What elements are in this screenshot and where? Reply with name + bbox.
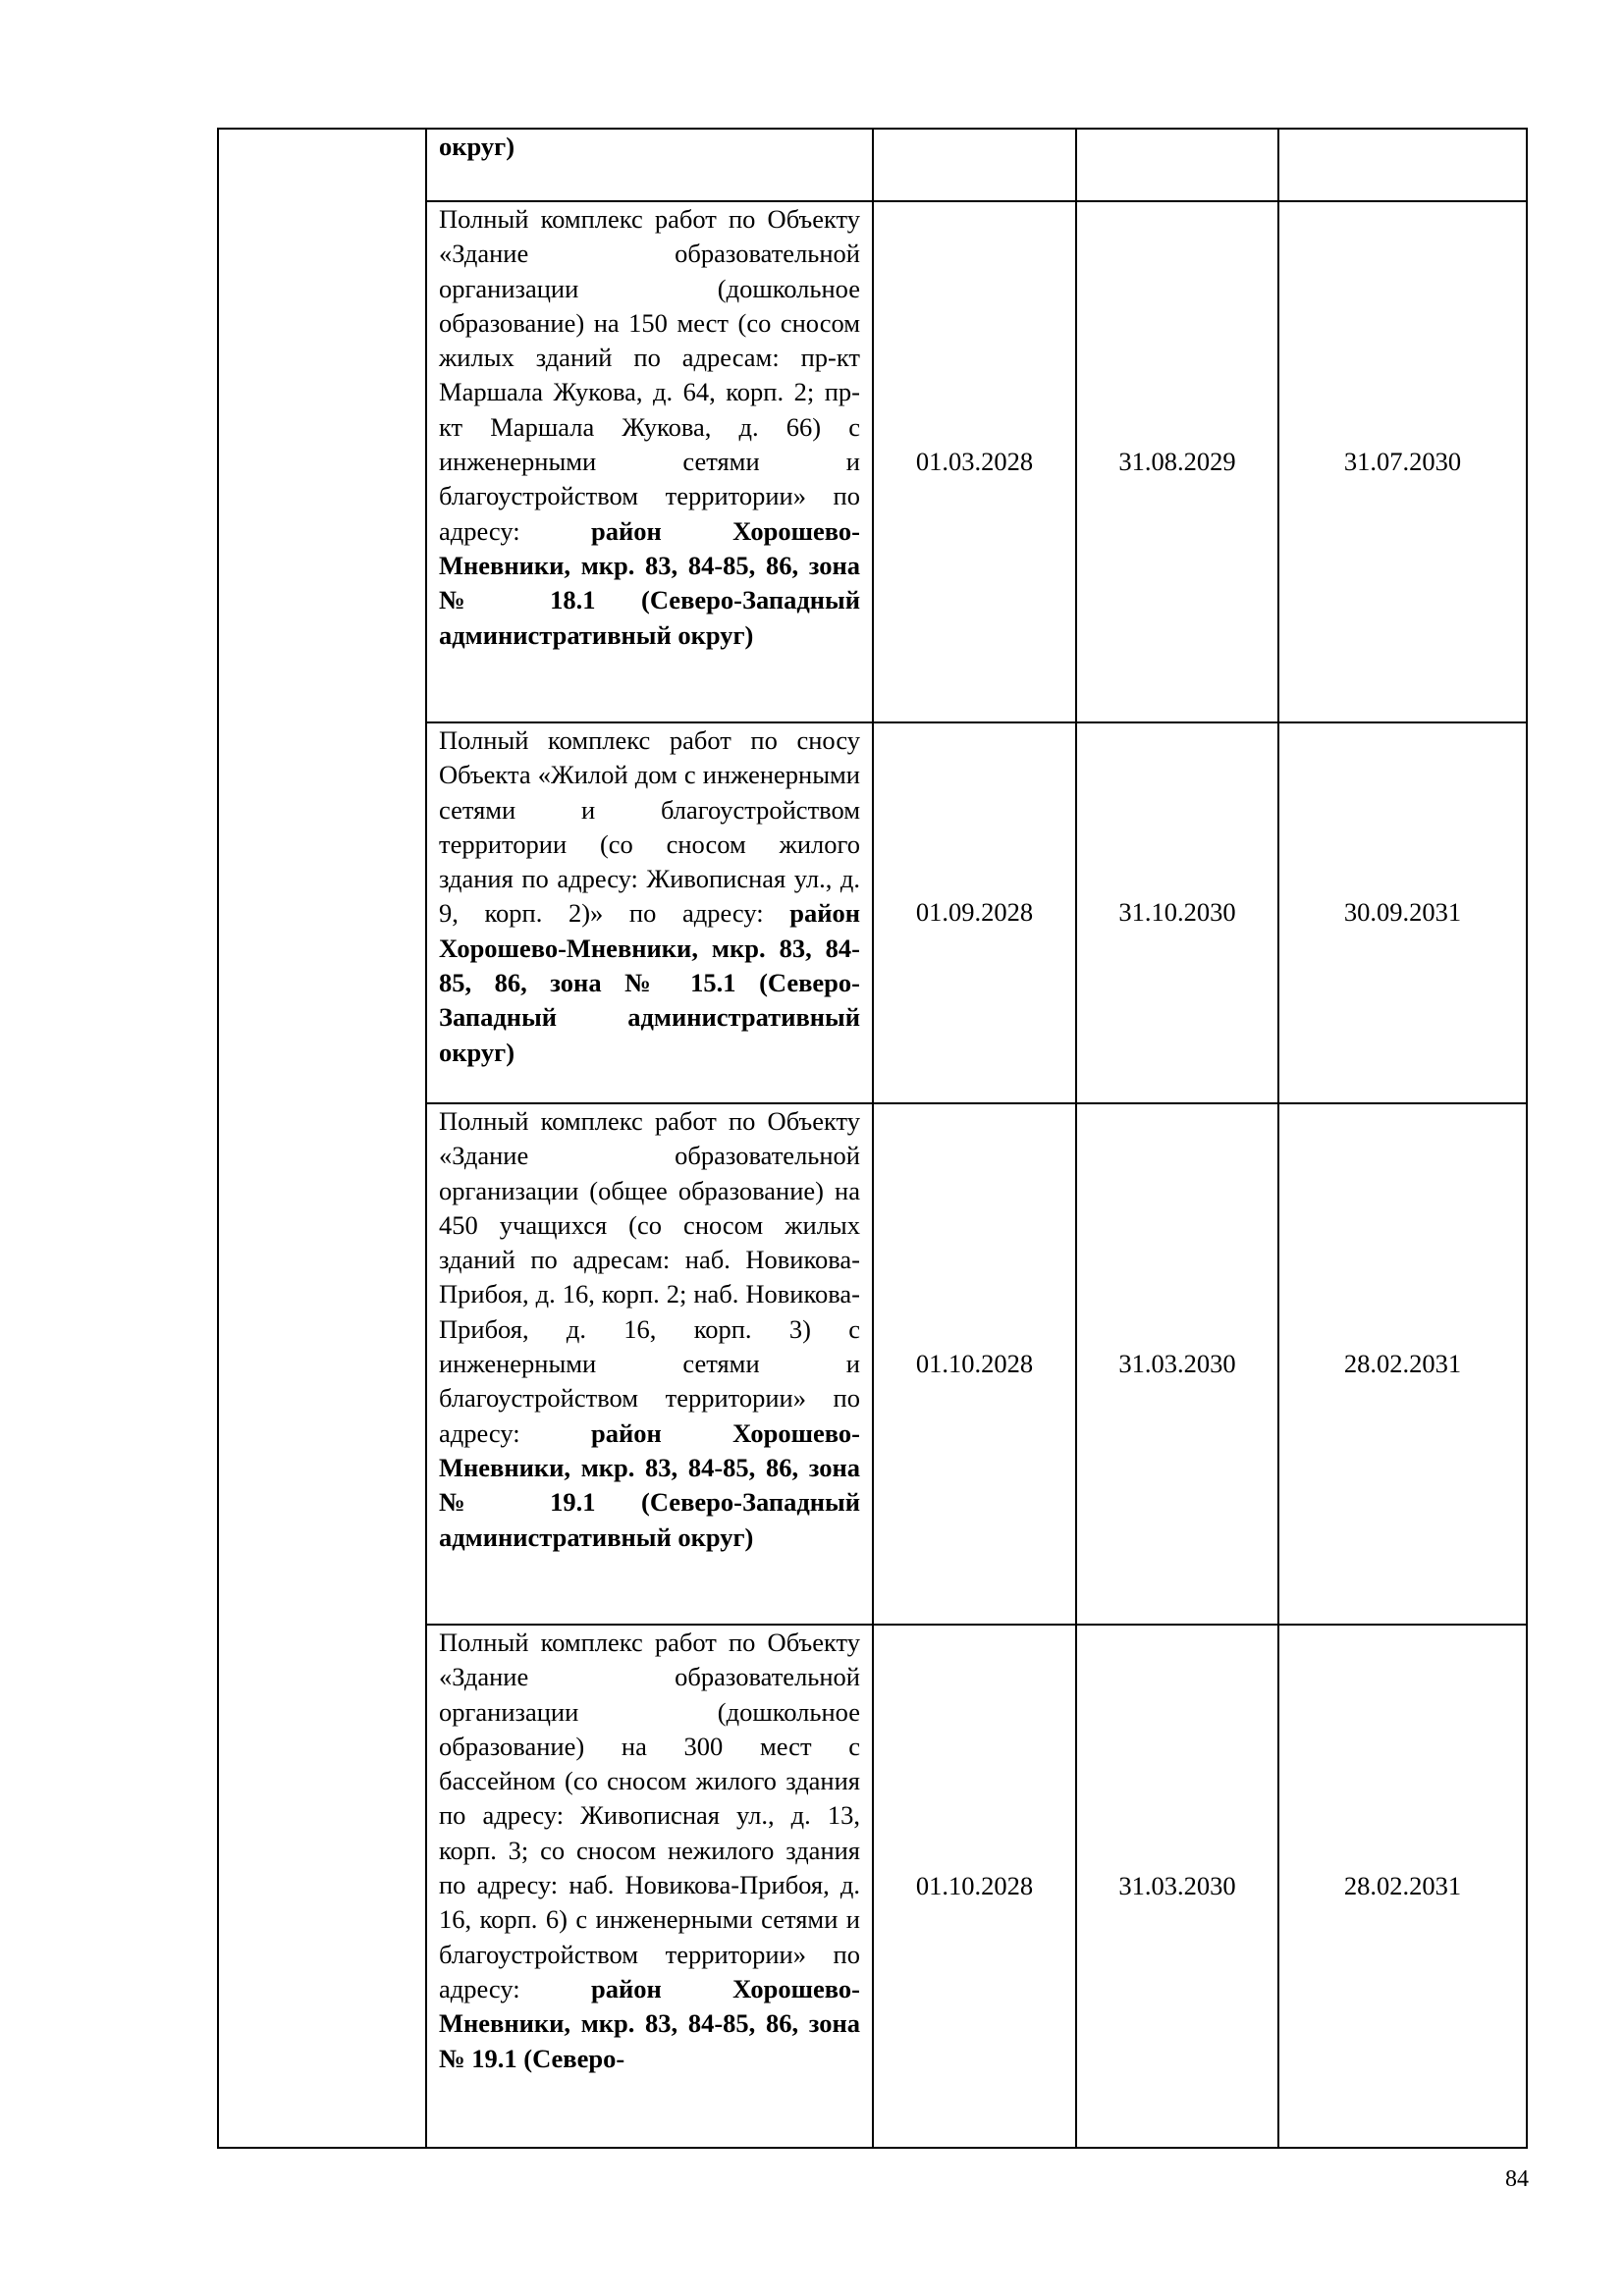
merged-first-column-cell [218,129,426,2148]
start-date-cell: 01.10.2028 [873,1625,1076,2148]
description-bold-text: район Хорошево-Мневники, мкр. 83, 84-85, 86, зона № 19.1 (Северо- [439,1973,860,2073]
description-plain-text: Полный комплекс работ по сносу Объекта «Жилой дом с инженерными сетями и благоустройством территории (со сносом жилого здания по адресу: Живописная ул., д. 9, корп. 2)» по адресу: [439,725,860,929]
final-date-cell [1278,129,1527,201]
description-bold-text: округ) [439,132,515,161]
description-plain-text: Полный комплекс работ по Объекту «Здание образовательной организации (дошкольное образование) на 150 мест (со сносом жилых зданий по адресам: пр-кт Маршала Жукова, д. 64, корп. 2; пр-кт Маршала Жукова, д. 66) с инженерными сетями и благоустройством территории» по адресу: [439,204,860,546]
object-description-cell [426,1103,873,1625]
object-description-cell [426,722,873,1103]
table-row [218,129,1527,201]
start-date-cell: 01.03.2028 [873,201,1076,722]
final-date-cell: 30.09.2031 [1278,722,1527,1103]
object-description-cell [426,201,873,722]
end-date-cell: 31.03.2030 [1076,1103,1278,1625]
end-date-cell [1076,129,1278,201]
final-date-cell: 28.02.2031 [1278,1103,1527,1625]
end-date-cell: 31.10.2030 [1076,722,1278,1103]
schedule-table [217,128,1528,2149]
final-date-cell: 31.07.2030 [1278,201,1527,722]
description-plain-text: Полный комплекс работ по Объекту «Здание образовательной организации (общее образование) на 450 учащихся (со сносом жилых зданий по адресам: наб. Новикова-Прибоя, д. 16, корп. 2; наб. Новикова-Прибоя, д. 16, корп. 3) с инженерными сетями и благоустройством территории» по адресу: [439,1106,860,1448]
description-bold-text: район Хорошево-Мневники, мкр. 83, 84-85, 86, зона № 18.1 (Северо-Западный административный округ) [439,515,860,650]
description-plain-text: Полный комплекс работ по Объекту «Здание образовательной организации (дошкольное образование) на 300 мест с бассейном (со сносом жилого здания по адресу: Живописная ул., д. 13, корп. 3; со сносом нежилого здания по адресу: наб. Новикова-Прибоя, д. 16, корп. 6) с инженерными сетями и благоустройством территории» по адресу: [439,1628,860,2003]
object-description-cell [426,1625,873,2148]
object-description-cell [426,129,873,201]
start-date-cell: 01.09.2028 [873,722,1076,1103]
page-number: 84 [1505,2166,1529,2192]
description-bold-text: район Хорошево-Мневники, мкр. 83, 84-85, 86, зона № 19.1 (Северо-Западный административный округ) [439,1417,860,1552]
description-bold-text: район Хорошево-Мневники, мкр. 83, 84-85, 86, зона № 15.1 (Северо-Западный административный округ) [439,898,860,1067]
end-date-cell: 31.08.2029 [1076,201,1278,722]
final-date-cell: 28.02.2031 [1278,1625,1527,2148]
start-date-cell [873,129,1076,201]
end-date-cell: 31.03.2030 [1076,1625,1278,2148]
start-date-cell: 01.10.2028 [873,1103,1076,1625]
